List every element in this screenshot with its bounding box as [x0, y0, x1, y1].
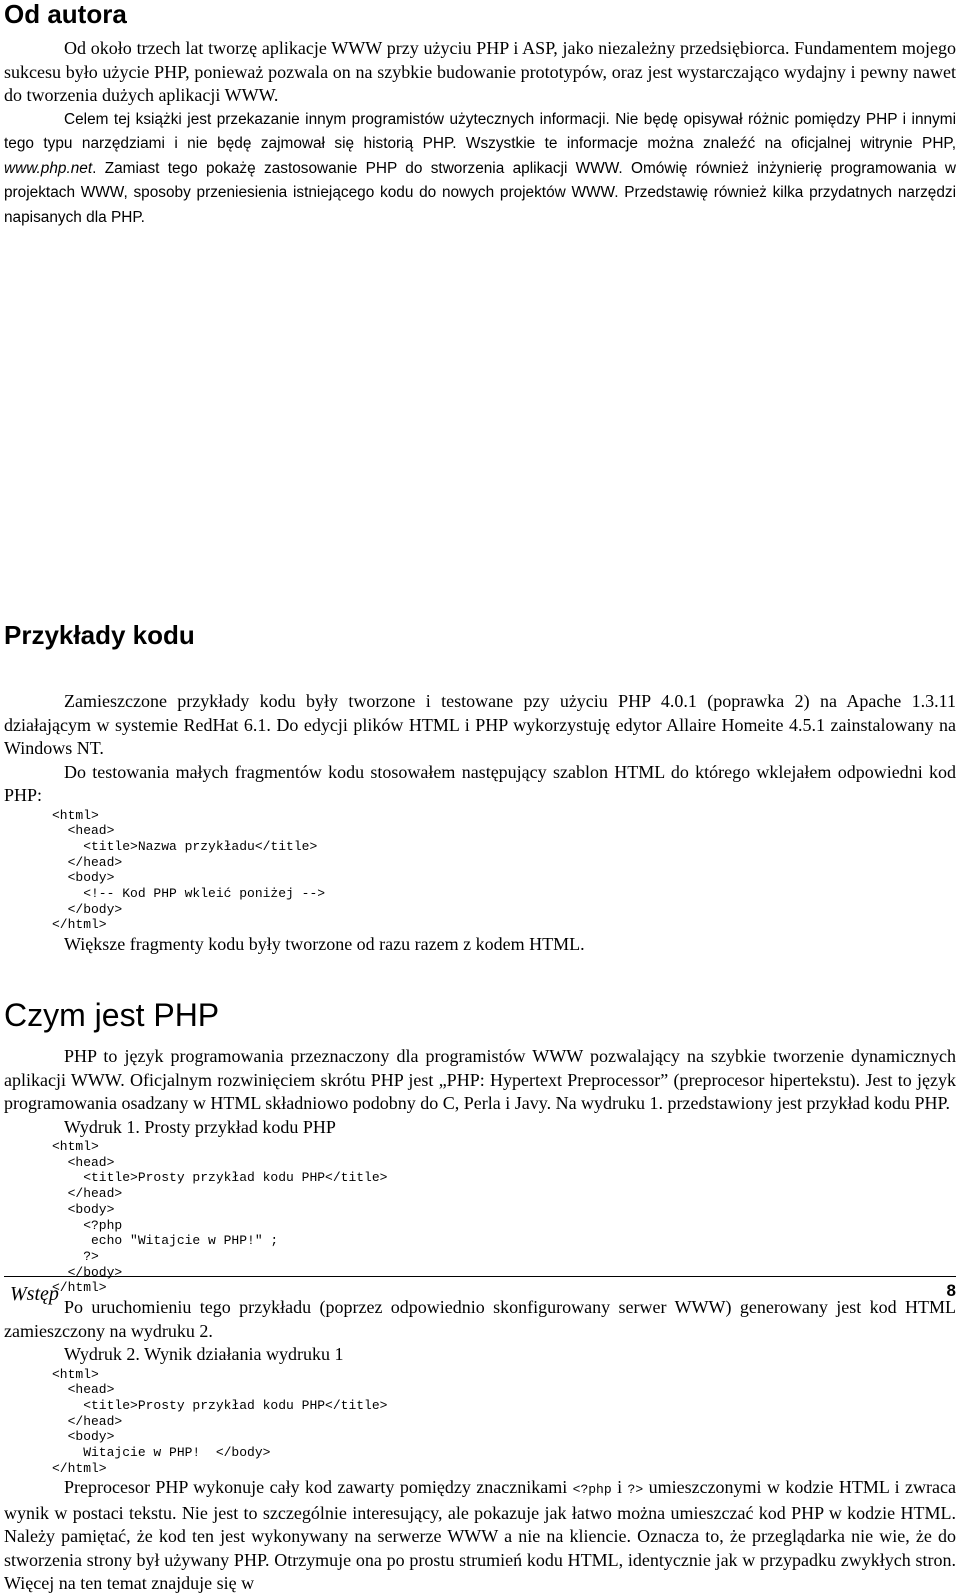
- page-footer: [4, 1276, 956, 1309]
- section-title-examples: Przykłady kodu: [4, 620, 195, 650]
- whatis-paragraph-1: PHP to język programowania przeznaczony dla programistów WWW pozwalający na szybkie tworzenie dynamicznych aplikacji WWW. Oficjalnym rozwinięciem skrótu PHP jest „PHP: Hypertext Preprocessor” (preprocesor hipertekstu). Jest to język programowania osadzany w HTML składniowo podobny do C, Perla i Javy. Na wydruku 1. przedstawiony jest przykład kodu PHP.: [4, 1046, 956, 1113]
- listing1-caption: Wydruk 1. Prosty przykład kodu PHP: [64, 1116, 336, 1137]
- examples-paragraph-2: Do testowania małych fragmentów kodu stosowałem następujący szablon HTML do którego wklejałem odpowiedni kod PHP:: [4, 761, 956, 805]
- about-paragraph-2-text: Celem tej książki jest przekazanie innym programistów użytecznych informacji. Nie będę opisywał różnic pomiędzy PHP i innymi tego typu narzędziami i nie będę zajmował się historią PHP. Wszystkie te informacje można znaleźć na oficjalnej witrynie PHP,: [4, 110, 956, 152]
- listing2-caption: Wydruk 2. Wynik działania wydruku 1: [64, 1344, 344, 1365]
- whatis-paragraph-3-rest: umieszczonymi w kodzie HTML i zwraca wynik w postaci tekstu. Nie jest to szczególnie interesujący, ale pokazuje jak łatwo można umieszczać kod PHP w kodzie HTML. Należy pamiętać, że kod ten jest wykonywany na serwerze WWW a nie na kliencie. Oznacza to, że przeglądarka nie wie, że do stworzenia strony był używany PHP. Otrzymuje ona po prostu strumień kodu HTML, identycznie jak w przypadku zwykłych stron. Więcej na ten temat znajduje się w: [4, 1477, 956, 1594]
- whatis-paragraph-2: Po uruchomieniu tego przykładu (poprzez odpowiednio skonfigurowany serwer WWW) generowany jest kod HTML zamieszczony na wydruku 2.: [4, 1297, 956, 1341]
- footer-chapter-name: Wstęp: [10, 1283, 59, 1305]
- template-code-listing: <html> <head> <title>Nazwa przykładu</title> </head> <body> <!-- Kod PHP wkleić poniżej --> </body> </html>: [52, 807, 326, 933]
- whatis-paragraph-3-and: i: [611, 1477, 628, 1498]
- whatis-paragraph-3-text: Preprocesor PHP wykonuje cały kod zawarty pomiędzy znacznikami: [64, 1477, 573, 1498]
- about-paragraph-1: Od około trzech lat tworzę aplikacje WWW przy użyciu PHP i ASP, jako niezależny przedsiębiorca. Fundamentem mojego sukcesu było użycie PHP, ponieważ pozwala on na szybkie budowanie prototypów, oraz jest wystarczająco wydajny i pewny nawet do tworzenia dużych aplikacji WWW.: [4, 38, 956, 105]
- section-title-whatis: Czym jest PHP: [4, 997, 220, 1033]
- php-website-link[interactable]: www.php.net: [4, 159, 93, 177]
- about-paragraph-2: [4, 108, 956, 231]
- listing1-code: <html> <head> <title>Prosty przykład kodu PHP</title> </head> <body> <?php echo "Witajcie w PHP!" ; ?> </body> </html>: [52, 1139, 388, 1296]
- whatis-paragraph-3: [4, 1476, 956, 1596]
- php-close-tag: ?>: [627, 1482, 644, 1498]
- examples-body: [4, 690, 956, 957]
- listing2-code: <html> <head> <title>Prosty przykład kodu PHP</title> </head> <body> Witajcie w PHP! </body> </html>: [52, 1366, 388, 1476]
- examples-paragraph-1: Zamieszczone przykłady kodu były tworzone i testowane pzy użyciu PHP 4.0.1 (poprawka 2) na Apache 1.3.11 działającym w systemie RedHat 6.1. Do edycji plików HTML i PHP wykorzystuję edytor Allaire Homeite 4.5.1 zainstalowany na Windows NT.: [4, 691, 956, 758]
- page-number: 8: [946, 1281, 956, 1300]
- section-title-about: Od autora: [4, 0, 127, 29]
- examples-paragraph-3: Większe fragmenty kodu były tworzone od razu razem z kodem HTML.: [64, 934, 585, 955]
- php-open-tag: <?php: [572, 1482, 612, 1498]
- about-paragraph-2-rest: . Zamiast tego pokażę zastosowanie PHP do stworzenia aplikacji WWW. Omówię również inżynierię programowania w projektach WWW, sposoby przeniesienia istniejącego kodu do nowych projektów WWW. Przedstawię również kilka przydatnych narzędzi napisanych dla PHP.: [4, 159, 956, 226]
- about-body: [4, 37, 956, 230]
- whatis-body: [4, 1045, 956, 1596]
